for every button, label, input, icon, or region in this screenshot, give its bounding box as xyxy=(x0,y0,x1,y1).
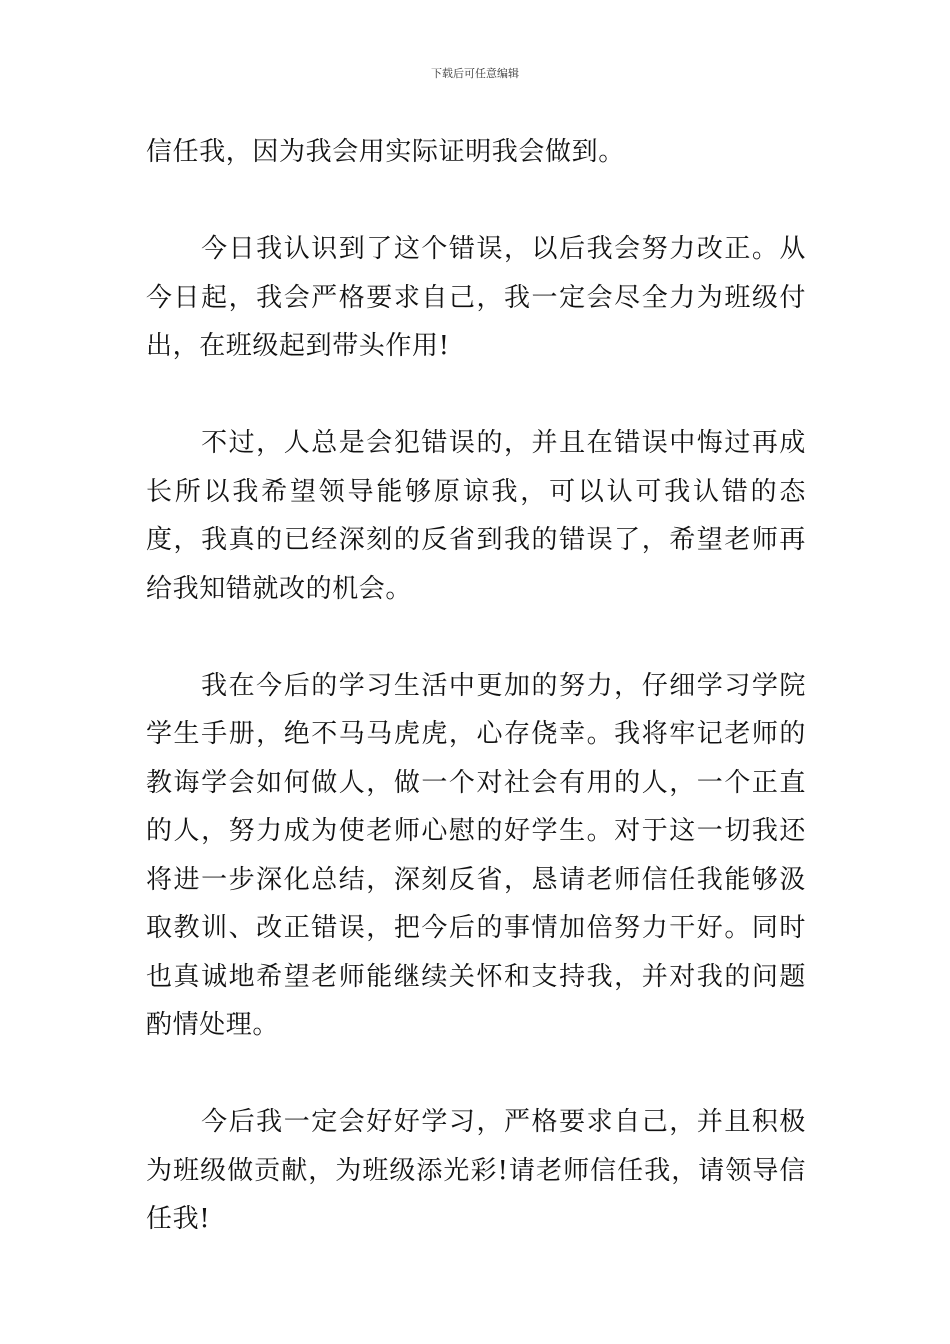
paragraph-spacer xyxy=(146,1050,806,1099)
paragraph-3: 不过，人总是会犯错误的，并且在错误中悔过再成长所以我希望领导能够原谅我，可以认可我认错的态度，我真的已经深刻的反省到我的错误了，希望老师再给我知错就改的机会。 xyxy=(146,428,806,604)
page-header-note: 下载后可任意编辑 xyxy=(431,67,519,80)
paragraph-spacer xyxy=(146,177,806,226)
paragraph-spacer xyxy=(146,613,806,662)
paragraph-1: 信任我，因为我会用实际证明我会做到。 xyxy=(146,137,625,167)
paragraph-4: 我在今后的学习生活中更加的努力，仔细学习学院学生手册，绝不马马虎虎，心存侥幸。我将牢记老师的教诲学会如何做人，做一个对社会有用的人，一个正直的人，努力成为使老师心慰的好学生。对于这一切我还将进一步深化总结，深刻反省，恳请老师信任我能够汲取教训、改正错误，把今后的事情加倍努力干好。同时也真诚地希望老师能继续关怀和支持我，并对我的问题酌情处理。 xyxy=(146,670,806,1040)
paragraph-2: 今日我认识到了这个错误，以后我会努力改正。从今日起，我会严格要求自己，我一定会尽全力为班级付出，在班级起到带头作用! xyxy=(146,234,806,361)
document-body xyxy=(146,128,806,1244)
paragraph-spacer xyxy=(146,371,806,420)
paragraph-5: 今后我一定会好好学习，严格要求自己，并且积极为班级做贡献，为班级添光彩!请老师信任我，请领导信任我! xyxy=(146,1107,806,1234)
